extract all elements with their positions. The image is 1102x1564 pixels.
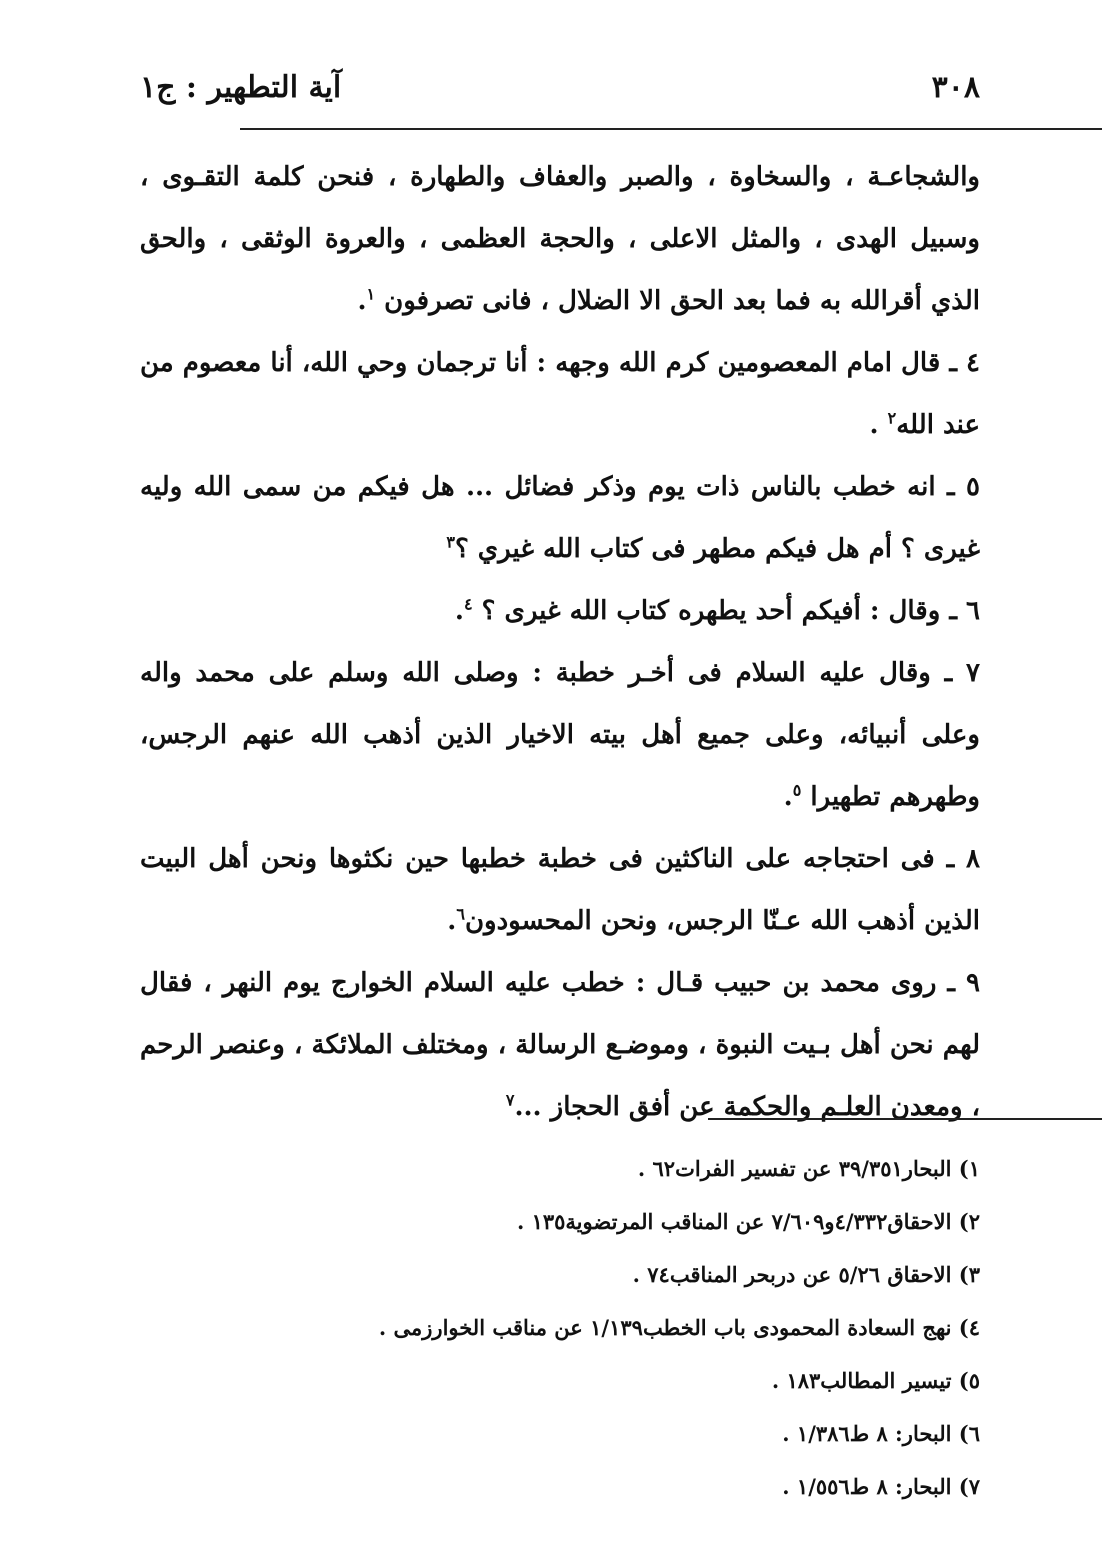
footnote-divider [708, 1118, 1102, 1120]
paragraph-tail: . [447, 906, 457, 936]
paragraph-text: ٧ ـ وقال عليه السلام فى أخـر خطبة : وصلى الله وسلم على محمد واله وعلى أنبيائه، وعلى جميع أهل بيته الاخيار الذين أذهب الله عنهم الرجس، وطهرهم تطهيرا [140, 658, 980, 812]
footnote-item: ٣) الاحقاق ٥/٢٦ عن دربحر المناقب٧٤ . [632, 1262, 980, 1287]
paragraph [140, 642, 980, 828]
paragraph-text: والشجاعـة ، والسخاوة ، والصبر والعفاف والطهارة ، فنحن كلمة التقـوى ، وسبيل الهدى ، والمثل الاعلى ، والحجة العظمى ، والعروة الوثقى ، والحق الذي أقرالله به فما بعد الحق الا الضلال ، فانى تصرفون [140, 162, 980, 316]
running-title: آية التطهير : ج١ [140, 70, 342, 105]
footnote-item: ٤) نهج السعادة المحمودى باب الخطب١/١٣٩ عن مناقب الخوارزمى . [378, 1315, 980, 1340]
paragraph-text: ٨ ـ فى احتجاجه على الناكثين فى خطبة خطبها حين نكثوها ونحن أهل البيت الذين أذهب الله عـنّا الرجس، ونحن المحسودون [140, 844, 980, 936]
paragraph [140, 456, 980, 580]
footnote-ref[interactable]: ٤ [463, 594, 473, 614]
paragraph-tail: . [357, 286, 367, 316]
paragraph-text: ٦ ـ وقال : أفيكم أحد يطهره كتاب الله غيرى ؟ [472, 596, 980, 626]
paragraph [140, 952, 980, 1138]
header-divider [240, 128, 1102, 130]
footnote-item: ٧) البحار: ٨ ط١/٥٥٦ . [782, 1474, 980, 1499]
footnote-ref[interactable]: ٢ [887, 408, 897, 428]
paragraph [140, 828, 980, 952]
body-text [140, 146, 980, 1138]
paragraph-text: ٤ ـ قال امام المعصومين كرم الله وجهه : أنا ترجمان وحي الله، أنا معصوم من عند الله [140, 348, 980, 440]
footnote-item: ١) البحار٣٩/٣٥١ عن تفسير الفرات٦٢ . [637, 1156, 980, 1181]
paragraph [140, 332, 980, 456]
footnotes [140, 1142, 980, 1513]
page [140, 0, 980, 1564]
footnote-ref[interactable]: ٥ [792, 780, 802, 800]
footnote-item: ٥) تيسير المطالب١٨٣ . [771, 1368, 980, 1393]
paragraph-tail: . [454, 596, 464, 626]
paragraph-text: ٩ ـ روى محمد بن حبيب قـال : خطب عليه السلام الخوارج يوم النهر ، فقال لهم نحن أهل بـيت النبوة ، وموضـع الرسالة ، ومختلف الملائكة ، وعنصر الرحم ، ومعدن العلـم والحكمة عن أفق الحجاز ... [140, 968, 980, 1122]
footnote-ref[interactable]: ٣ [446, 532, 455, 552]
page-number: ٣٠٨ [931, 70, 980, 105]
paragraph-tail: . [869, 410, 888, 440]
footnote-ref[interactable]: ٧ [505, 1090, 515, 1110]
paragraph [140, 580, 980, 642]
page-header [140, 66, 980, 116]
footnote-ref[interactable]: ١ [366, 284, 376, 304]
paragraph-text: ٥ ـ انه خطب بالناس ذات يوم وذكر فضائل ... هل فيكم من سمى الله وليه غيرى ؟ أم هل فيكم مطهر فى كتاب الله غيري ؟ [140, 472, 980, 564]
footnote-item: ٢) الاحقاق٤/٣٣٢و٧/٦٠٩ عن المناقب المرتضوية١٣٥ . [516, 1209, 980, 1234]
paragraph [140, 146, 980, 332]
paragraph-tail: . [783, 782, 793, 812]
footnote-ref[interactable]: ٦ [456, 904, 465, 924]
footnote-item: ٦) البحار: ٨ ط١/٣٨٦ . [782, 1421, 980, 1446]
